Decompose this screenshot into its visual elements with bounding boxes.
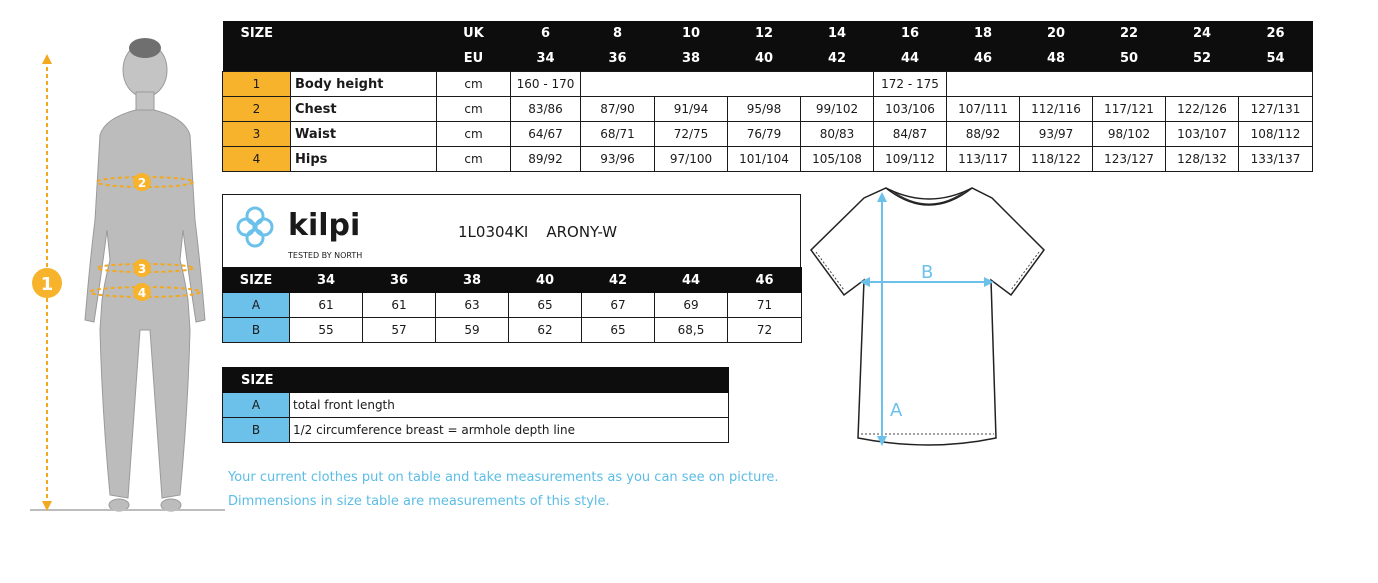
- table-row: 4 Hips cm 89/92 93/96 97/100 101/104 105/108 109/112 113/117 118/122 123/127 128/132 133/137: [223, 147, 1313, 172]
- product-code: 1L0304KI: [458, 223, 529, 241]
- tshirt-diagram: [806, 180, 1052, 455]
- shirt-label-a: A: [890, 400, 903, 421]
- table-row: 3 Waist cm 64/67 68/71 72/75 76/79 80/83 84/87 88/92 93/97 98/102 103/107 108/112: [223, 122, 1313, 147]
- table-row: 1 Body height cm 160 - 170 172 - 175: [223, 72, 1313, 97]
- size-heading: SIZE: [223, 21, 291, 46]
- instruction-note-1: Your current clothes put on table and take measurements as you can see on picture.: [228, 470, 779, 485]
- product-name: ARONY-W: [546, 223, 618, 241]
- table-row: B 1/2 circumference breast = armhole depth line: [223, 418, 729, 443]
- kilpi-logo: [232, 203, 362, 265]
- marker-3-label: 3: [137, 262, 147, 276]
- marker-1-label: 1: [40, 274, 54, 295]
- instruction-note-2: Dimmensions in size table are measurements of this style.: [228, 494, 610, 509]
- svg-text:kilpi: kilpi: [288, 208, 361, 243]
- eu-label: EU: [437, 46, 511, 72]
- body-size-table: [222, 21, 1313, 172]
- body-figure-illustration: [30, 30, 225, 515]
- style-size-table: [222, 267, 802, 343]
- style-table-header: SIZE 34 36 38 40 42 44 46: [223, 268, 802, 293]
- marker-4-label: 4: [137, 286, 147, 300]
- table-row: 2 Chest cm 83/86 87/90 91/94 95/98 99/102 103/106 107/111 112/116 117/121 122/126 127/131: [223, 97, 1313, 122]
- table-header-eu: EU 34 36 38 40 42 44 46 48 50 52 54: [223, 46, 1313, 72]
- measurement-legend-table: [222, 367, 729, 443]
- table-row: B 55 57 59 62 65 68,5 72: [223, 318, 802, 343]
- marker-2-label: 2: [137, 176, 147, 190]
- product-title: [458, 223, 617, 241]
- legend-header: SIZE: [223, 368, 729, 393]
- uk-label: UK: [437, 21, 511, 46]
- table-row: A total front length: [223, 393, 729, 418]
- table-header-uk: SIZE UK 6 8 10 12 14 16 18 20 22 24 26: [223, 21, 1313, 46]
- svg-text:TESTED BY NORTH: TESTED BY NORTH: [288, 251, 363, 260]
- table-row: A 61 61 63 65 67 69 71: [223, 293, 802, 318]
- shirt-label-b: B: [921, 262, 934, 283]
